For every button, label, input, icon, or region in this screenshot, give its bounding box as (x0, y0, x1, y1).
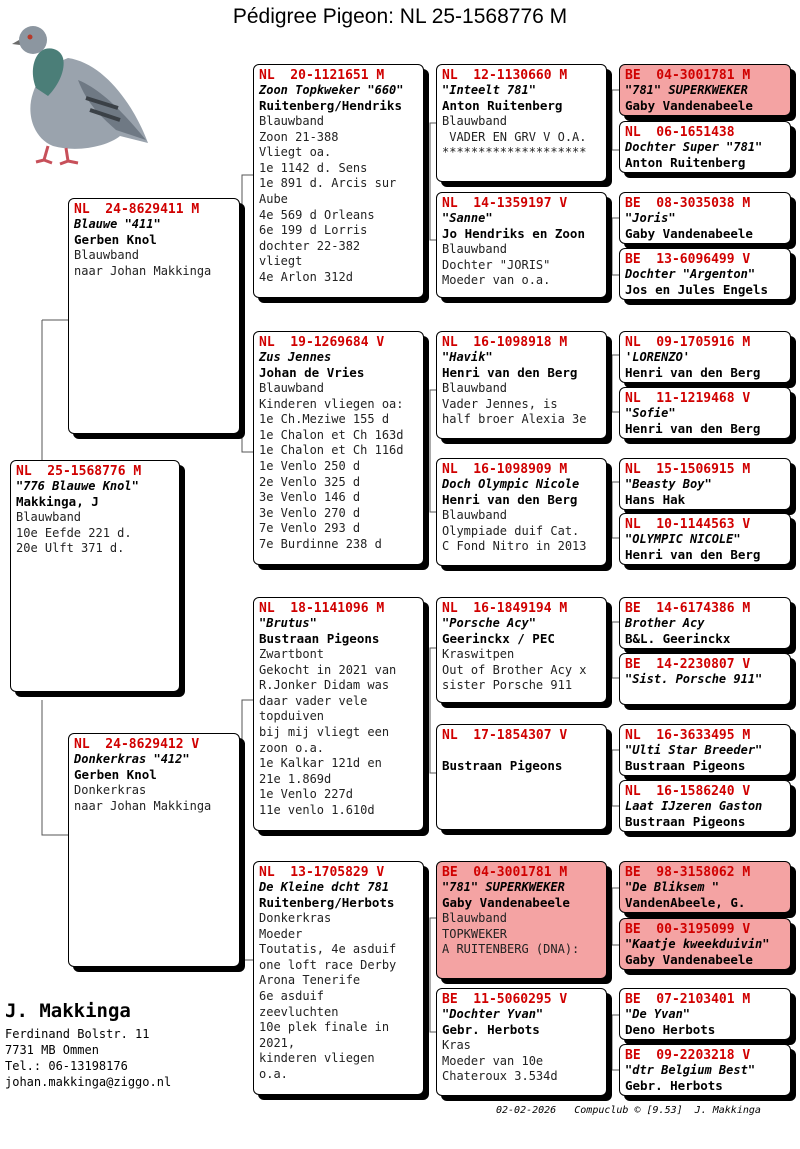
pigeon-card-g3[interactable] (619, 192, 791, 244)
breeder: Henri van den Berg (442, 365, 578, 380)
pigeon-name: "dtr Belgium Best" (625, 1063, 756, 1077)
pigeon-info: Donkerkras naar Johan Makkinga (74, 783, 212, 813)
ring-number: BE 98-3158062 M (625, 865, 751, 880)
pigeon-card-ff[interactable] (253, 64, 424, 298)
breeder: Bustraan Pigeons (625, 758, 746, 773)
pigeon-info: Blauwband Olympiade duif Cat. C Fond Nitro in 2013 (442, 508, 587, 554)
breeder: Gerben Knol (74, 232, 157, 247)
breeder: Anton Ruitenberg (442, 98, 563, 113)
pigeon-card-g5[interactable] (619, 331, 791, 383)
breeder: Gaby Vandenabeele (625, 952, 753, 967)
pigeon-info: Blauwband Dochter "JORIS" Moeder van o.a. (442, 242, 551, 288)
pigeon-name: Blauwe "411" (74, 217, 161, 231)
pigeon-name: "781" SUPERKWEKER (442, 880, 565, 894)
pigeon-name: Dochter Super "781" (625, 140, 763, 154)
pigeon-name: Donkerkras "412" (74, 752, 190, 766)
breeder: Gaby Vandenabeele (625, 98, 753, 113)
pigeon-card-g16[interactable] (619, 1044, 791, 1096)
pigeon-info: Blauwband naar Johan Makkinga (74, 248, 212, 278)
breeder: Gebr. Herbots (625, 1078, 723, 1093)
pigeon-name: Dochter "Argenton" (625, 267, 756, 281)
owner-street: Ferdinand Bolstr. 11 (5, 1027, 150, 1041)
pigeon-card-mother[interactable] (68, 733, 240, 967)
ring-number: NL 16-1098918 M (442, 335, 568, 350)
pigeon-card-fmf[interactable] (436, 331, 607, 439)
ring-number: BE 04-3001781 M (625, 68, 751, 83)
pigeon-name: "De Yvan" (625, 1007, 691, 1021)
pigeon-card-g10[interactable] (619, 653, 791, 705)
ring-number: NL 17-1854307 V (442, 728, 568, 743)
breeder: Henri van den Berg (625, 365, 761, 380)
ring-number: NL 16-1586240 V (625, 784, 751, 799)
ring-number: NL 16-3633495 M (625, 728, 751, 743)
pigeon-card-g15[interactable] (619, 988, 791, 1040)
pigeon-card-g11[interactable] (619, 724, 791, 776)
owner-block (5, 1000, 171, 1090)
pigeon-card-mf[interactable] (253, 597, 424, 831)
pigeon-card-g4[interactable] (619, 248, 791, 300)
pigeon-info: Blauwband VADER EN GRV V O.A. ******************** (442, 114, 587, 160)
ring-number: BE 00-3195099 V (625, 922, 751, 937)
pigeon-name: 'LORENZO' (625, 350, 691, 364)
ring-number: BE 11-5060295 V (442, 992, 568, 1007)
pigeon-card-g13[interactable] (619, 861, 791, 913)
ring-number: NL 16-1098909 M (442, 462, 568, 477)
ring-number: NL 10-1144563 V (625, 517, 751, 532)
breeder: Gaby Vandenabeele (625, 226, 753, 241)
pigeon-name: "Porsche Acy" (442, 616, 536, 630)
pigeon-card-fm[interactable] (253, 331, 424, 565)
pigeon-info: Kraswitpen Out of Brother Acy x sister Porsche 911 (442, 647, 587, 693)
breeder: Bustraan Pigeons (259, 631, 380, 646)
breeder: Gaby Vandenabeele (442, 895, 570, 910)
pigeon-card-mfm[interactable] (436, 724, 607, 830)
breeder: Makkinga, J (16, 494, 99, 509)
owner-city: 7731 MB Ommen (5, 1043, 99, 1057)
breeder: Henri van den Berg (625, 547, 761, 562)
pigeon-card-mmm[interactable] (436, 988, 607, 1096)
pigeon-info: Blauwband Vader Jennes, is half broer Alexia 3e (442, 381, 587, 427)
page-title: Pédigree Pigeon: NL 25-1568776 M (232, 5, 568, 28)
pigeon-card-g14[interactable] (619, 918, 791, 970)
ring-number: NL 16-1849194 M (442, 601, 568, 616)
owner-name: J. Makkinga (5, 1000, 131, 1022)
pigeon-name: "776 Blauwe Knol" (16, 479, 139, 493)
pigeon-info: Zwartbont Gekocht in 2021 van R.Jonker Didam was daar vader vele topduiven bij mij vliegt een zoon o.a. 1e Kalkar 121d en 21e 1.869d 1e Venlo 227d 11e venlo 1.610d (259, 647, 397, 817)
ring-number: BE 04-3001781 M (442, 865, 568, 880)
breeder: Deno Herbots (625, 1022, 716, 1037)
breeder: Gebr. Herbots (442, 1022, 540, 1037)
ring-number: BE 09-2203218 V (625, 1048, 751, 1063)
ring-number: NL 24-8629412 V (74, 737, 200, 752)
breeder: Hans Hak (625, 492, 686, 507)
ring-number: NL 19-1269684 V (259, 335, 385, 350)
pigeon-name: Zoon Topkweker "660" (259, 83, 404, 97)
pigeon-name: "Beasty Boy" (625, 477, 712, 491)
pigeon-card-mff[interactable] (436, 597, 607, 703)
pigeon-info: Kras Moeder van 10e Chateroux 3.534d (442, 1038, 558, 1084)
ring-number: NL 09-1705916 M (625, 335, 751, 350)
pigeon-name: "Sanne" (442, 211, 493, 225)
ring-number: NL 24-8629411 M (74, 202, 200, 217)
breeder: B&L. Geerinckx (625, 631, 731, 646)
footer-credit: 02-02-2026 Compuclub © [9.53] J. Makkinga (496, 1105, 761, 1116)
pigeon-card-fmm[interactable] (436, 458, 607, 566)
ring-number: NL 20-1121651 M (259, 68, 385, 83)
pigeon-name: "De Bliksem " (625, 880, 719, 894)
pigeon-info: Blauwband 10e Eefde 221 d. 20e Ulft 371 d. (16, 510, 132, 556)
ring-number: NL 06-1651438 (625, 125, 735, 140)
ring-number: BE 14-6174386 M (625, 601, 751, 616)
pigeon-info: Blauwband Zoon 21-388 Vliegt oa. 1e 1142 d. Sens 1e 891 d. Arcis sur Aube 4e 569 d Orleans 6e 199 d Lorris dochter 22-382 vliegt 4e Arlon 312d (259, 114, 397, 284)
pigeon-card-mm[interactable] (253, 861, 424, 1095)
pigeon-info: Blauwband TOPKWEKER A RUITENBERG (DNA): (442, 911, 580, 957)
ring-number: NL 15-1506915 M (625, 462, 751, 477)
ring-number: BE 07-2103401 M (625, 992, 751, 1007)
breeder: Ruitenberg/Hendriks (259, 98, 402, 113)
ring-number: NL 18-1141096 M (259, 601, 385, 616)
pigeon-card-mmf[interactable] (436, 861, 607, 979)
pigeon-name: "Inteelt 781" (442, 83, 536, 97)
owner-phone: Tel.: 06-13198176 (5, 1059, 128, 1073)
pigeon-card-g2[interactable] (619, 121, 791, 173)
ring-number: BE 13-6096499 V (625, 252, 751, 267)
ring-number: NL 11-1219468 V (625, 391, 751, 406)
breeder: Henri van den Berg (625, 421, 761, 436)
pigeon-name: "Sist. Porsche 911" (625, 672, 763, 686)
ring-number: BE 14-2230807 V (625, 657, 751, 672)
pigeon-name: Doch Olympic Nicole (442, 477, 580, 491)
pigeon-name: "OLYMPIC NICOLE" (625, 532, 741, 546)
pigeon-name: "Dochter Yvan" (442, 1007, 544, 1021)
pigeon-name: "Sofie" (625, 406, 676, 420)
breeder: Geerinckx / PEC (442, 631, 555, 646)
pigeon-name: "Havik" (442, 350, 493, 364)
pigeon-card-g9[interactable] (619, 597, 791, 649)
ring-number: BE 08-3035038 M (625, 196, 751, 211)
breeder: Henri van den Berg (442, 492, 578, 507)
breeder: VandenAbeele, G. (625, 895, 746, 910)
owner-email[interactable]: johan.makkinga@ziggo.nl (5, 1075, 172, 1089)
pigeon-info: Blauwband Kinderen vliegen oa: 1e Ch.Meziwe 155 d 1e Chalon et Ch 163d 1e Chalon et Ch 116d 1e Venlo 250 d 2e Venlo 325 d 3e Venlo 146 d 3e Venlo 270 d 7e Venlo 293 d 7e Burdinne 238 d (259, 381, 404, 551)
pigeon-name: "Ulti Star Breeder" (625, 743, 763, 757)
breeder: Anton Ruitenberg (625, 155, 746, 170)
pigeon-name (442, 743, 601, 758)
pigeon-name: Brother Acy (625, 616, 705, 630)
pigeon-name: "781" SUPERKWEKER (625, 83, 748, 97)
pigeon-info: Donkerkras Moeder Toutatis, 4e asduif one loft race Derby Arona Tenerife 6e asduif zeevluchten 10e plek finale in 2021, kinderen vliegen o.a. (259, 911, 397, 1081)
breeder: Johan de Vries (259, 365, 365, 380)
breeder: Bustraan Pigeons (625, 814, 746, 829)
pigeon-card-ffm[interactable] (436, 192, 607, 298)
pigeon-name: De Kleine dcht 781 (259, 880, 390, 894)
pigeon-card-g1[interactable] (619, 64, 791, 116)
pigeon-card-g12[interactable] (619, 780, 791, 832)
pigeon-card-g8[interactable] (619, 513, 791, 565)
pigeon-card-g7[interactable] (619, 458, 791, 510)
ring-number: NL 13-1705829 V (259, 865, 385, 880)
pigeon-card-g6[interactable] (619, 387, 791, 439)
breeder: Bustraan Pigeons (442, 758, 563, 773)
pigeon-name: "Joris" (625, 211, 676, 225)
pigeon-name: "Brutus" (259, 616, 317, 630)
pigeon-card-fff[interactable] (436, 64, 607, 182)
pigeon-name: Laat IJzeren Gaston (625, 799, 763, 813)
breeder: Ruitenberg/Herbots (259, 895, 395, 910)
ring-number: NL 25-1568776 M (16, 464, 142, 479)
ring-number: NL 12-1130660 M (442, 68, 568, 83)
pigeon-card-father[interactable] (68, 198, 240, 434)
pigeon-name: Zus Jennes (259, 350, 332, 364)
breeder: Jo Hendriks en Zoon (442, 226, 585, 241)
breeder: Gerben Knol (74, 767, 157, 782)
pigeon-card-subject[interactable] (10, 460, 180, 692)
pigeon-name: "Kaatje kweekduivin" (625, 937, 770, 951)
ring-number: NL 14-1359197 V (442, 196, 568, 211)
breeder: Jos en Jules Engels (625, 282, 768, 297)
